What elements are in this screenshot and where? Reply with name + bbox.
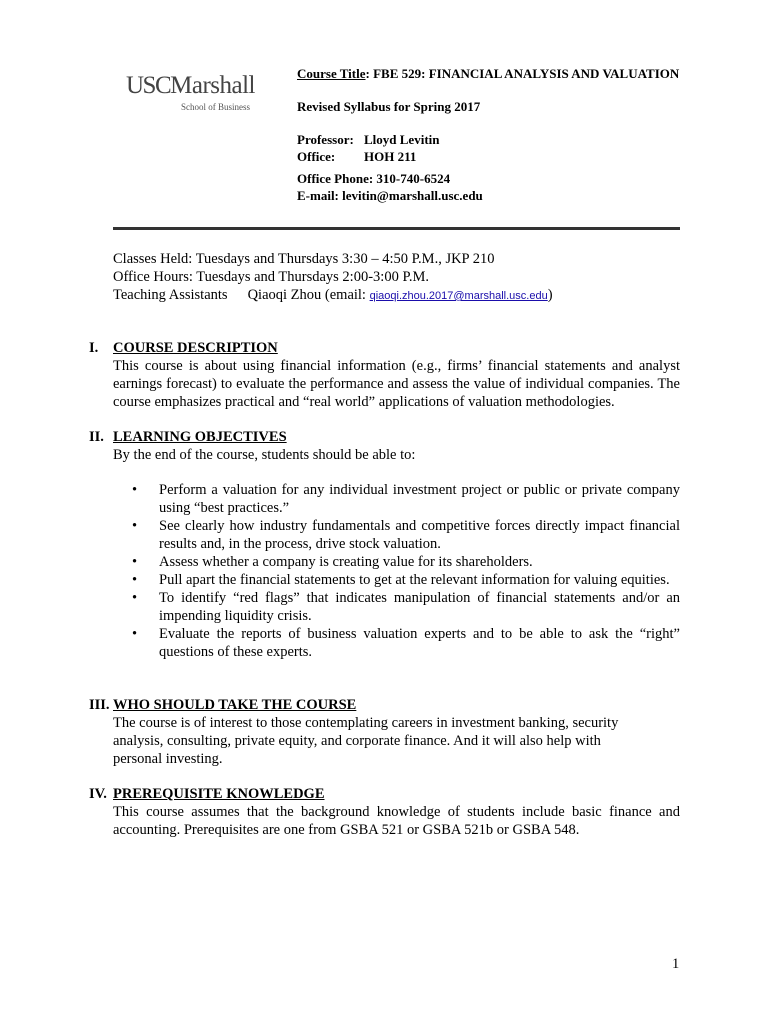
office-hours: Office Hours: Tuesdays and Thursdays 2:00-3:00 P.M. (113, 269, 430, 285)
ta-email-link[interactable]: qiaoqi.zhou.2017@marshall.usc.edu (369, 290, 548, 302)
bullet-icon: • (132, 554, 138, 570)
office-value: HOH 211 (364, 149, 417, 164)
section-2-title: LEARNING OBJECTIVES (113, 429, 287, 445)
logo-school: School of Business (181, 102, 251, 112)
section-1-number: I. (89, 340, 99, 356)
section-3-title: WHO SHOULD TAKE THE COURSE (113, 697, 357, 713)
professor-email: E-mail: levitin@marshall.usc.edu (297, 188, 483, 203)
course-title (297, 65, 679, 82)
header-divider (113, 227, 680, 230)
professor-line (297, 131, 440, 148)
ta-name: Qiaoqi Zhou (email: (247, 287, 370, 303)
page-number: 1 (672, 956, 680, 972)
bullet-icon: • (132, 590, 138, 606)
bullet-icon: • (132, 626, 138, 642)
professor-value: Lloyd Levitin (364, 132, 440, 147)
bullet-icon: • (132, 482, 138, 498)
list-item: • See clearly how industry fundamentals and competitive forces directly impact financial results and, in the process, drive stock valuation. (132, 518, 680, 552)
section-2-number: II. (89, 429, 104, 445)
course-title-value: : FBE 529: FINANCIAL ANALYSIS AND VALUATION (365, 66, 680, 81)
ta-label: Teaching Assistants (113, 287, 228, 303)
list-item: • To identify “red flags” that indicates manipulation of financial statements and/or an impending liquidity crisis. (132, 590, 680, 624)
office-line (297, 148, 416, 165)
section-2-body: By the end of the course, students should be able to: (113, 447, 416, 463)
section-3-number: III. (89, 697, 110, 713)
list-item: • Perform a valuation for any individual investment project or public or private company using “best practices.” (132, 482, 680, 516)
logo-usc: USC (126, 72, 171, 99)
course-title-label: Course Title (297, 66, 366, 81)
usc-marshall-logo (126, 72, 276, 116)
list-item: • Assess whether a company is creating value for its shareholders. (132, 554, 533, 570)
professor-label: Professor: (297, 132, 354, 147)
learning-objectives-list (113, 481, 680, 661)
list-item: • Pull apart the financial statements to get at the relevant information for valuing equities. (132, 572, 670, 588)
logo-marshall: Marshall (170, 72, 256, 99)
section-3-body: The course is of interest to those contemplating careers in investment banking, security analysis, consulting, private equity, and corporate finance. And it will also help with personal investing. (113, 715, 619, 767)
bullet-icon: • (132, 518, 138, 534)
bullet-icon: • (132, 572, 138, 588)
section-1-body: This course is about using financial information (e.g., firms’ financial statements and analyst earnings forecast) to evaluate the performance and assess the value of individual companies. The course emphasizes practical and “real world” applications of valuation methodologies. (113, 358, 680, 410)
section-4-title: PREREQUISITE KNOWLEDGE (113, 786, 325, 802)
office-phone: Office Phone: 310-740-6524 (297, 171, 451, 186)
section-1-title: COURSE DESCRIPTION (113, 340, 278, 356)
teaching-assistants (113, 286, 553, 305)
section-4-body: This course assumes that the background knowledge of students include basic finance and accounting. Prerequisites are one from GSBA 521 or GSBA 521b or GSBA 548. (113, 804, 680, 838)
section-4-number: IV. (89, 786, 107, 802)
office-label: Office: (297, 149, 336, 164)
ta-close: ) (547, 287, 553, 303)
list-item: • Evaluate the reports of business valuation experts and to be able to ask the “right” questions of these experts. (132, 626, 680, 660)
revised-syllabus: Revised Syllabus for Spring 2017 (297, 99, 481, 114)
classes-held: Classes Held: Tuesdays and Thursdays 3:30 – 4:50 P.M., JKP 210 (113, 251, 495, 267)
